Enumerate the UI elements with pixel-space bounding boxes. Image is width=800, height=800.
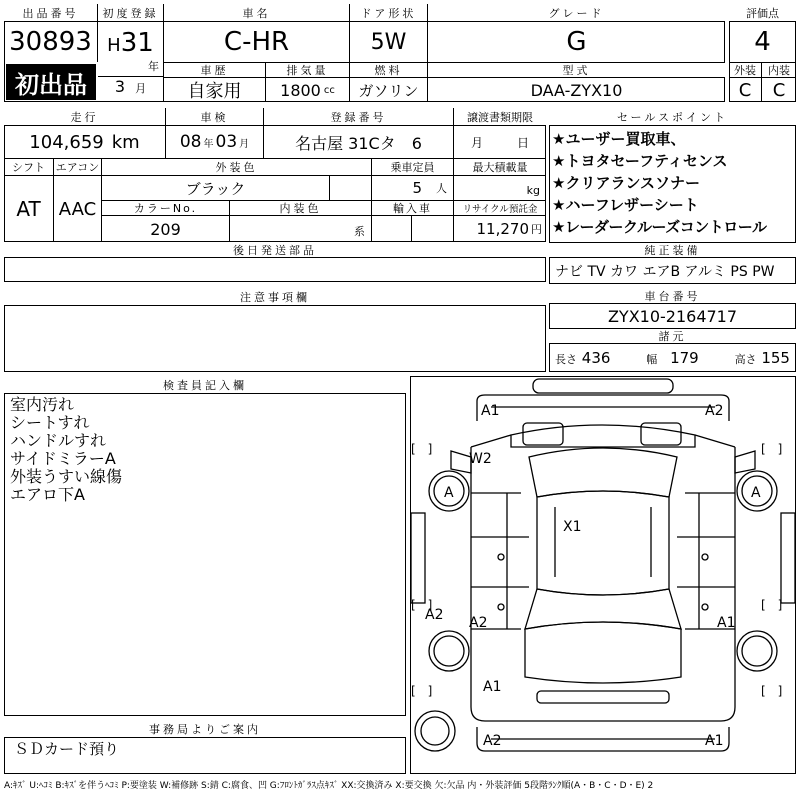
car-name: C-HR — [164, 22, 350, 62]
plate-label: 登録番号 — [264, 108, 454, 126]
displacement-value: 1800 — [280, 80, 321, 100]
remark-line: 室内汚れ — [10, 395, 75, 414]
inspection — [166, 126, 264, 158]
office-label: 事務局よりご案内 — [4, 720, 406, 738]
first-listing-badge-text: 初出品 — [15, 70, 87, 99]
month-unit: 月 — [135, 81, 147, 95]
damage-mark: W2 — [469, 451, 492, 467]
transfer-deadline — [454, 126, 546, 158]
remark-line: ハンドルすれ — [10, 431, 107, 450]
capacity-unit: 人 — [436, 182, 447, 195]
inspection-label: 車検 — [166, 108, 264, 126]
remark-line: エアロ下A — [10, 485, 85, 504]
displacement — [266, 78, 350, 102]
later-parts-label: 後日発送部品 — [4, 242, 546, 258]
dims — [549, 344, 796, 372]
sales-points-list — [552, 128, 796, 238]
max-load-unit: kg — [526, 184, 540, 197]
interior-label: 内装 — [762, 62, 796, 78]
inspection-month: 03 — [215, 132, 238, 152]
exterior-color: ブラック — [102, 176, 330, 200]
first-registration-label: 初度登録 — [98, 4, 164, 22]
exterior-label: 外装 — [729, 62, 762, 78]
chassis-label: 車台番号 — [549, 288, 796, 304]
diagram-bracket: [ ] — [411, 442, 433, 456]
damage-mark: A2 — [705, 403, 724, 419]
inspection-year: 08 — [179, 132, 202, 152]
color-number: 209 — [102, 216, 230, 242]
first-listing-badge — [6, 64, 96, 100]
damage-mark: A — [444, 485, 454, 501]
height: 155 — [761, 349, 790, 367]
remark-line: シートすれ — [10, 413, 90, 432]
dims-label: 諸元 — [549, 328, 796, 344]
inspection-year-unit: 年 — [203, 138, 214, 150]
remark-line: サイドミラーA — [10, 449, 116, 468]
interior-grade: C — [772, 79, 786, 101]
damage-mark: A2 — [483, 733, 502, 749]
exterior-color-label: 外装色 — [102, 158, 372, 176]
recycle-label: リサイクル預託金 — [454, 200, 546, 216]
mileage-unit: km — [111, 131, 140, 153]
first-registration — [98, 22, 164, 102]
grade: G — [566, 27, 587, 57]
shift-label: シフト — [4, 158, 54, 176]
equipment-label: 純正装備 — [549, 242, 796, 258]
car-diagram-svg — [411, 377, 795, 773]
history-label: 車歴 — [164, 62, 266, 78]
recycle-value: 11,270 — [476, 220, 529, 238]
sales-point: ★クリアランスソナー — [552, 174, 700, 192]
chassis-number: ZYX10-2164717 — [607, 306, 738, 326]
plate: 名古屋 31Cタ 6 — [264, 126, 454, 158]
height-label: 高さ — [734, 353, 757, 366]
lot-number-label: 出品番号 — [4, 4, 98, 22]
notes-label: 注意事項欄 — [4, 288, 546, 306]
exterior-grade: C — [729, 78, 762, 102]
fuel-label: 燃料 — [350, 62, 428, 78]
mileage-label: 走行 — [4, 108, 166, 126]
aircon: AAC — [54, 176, 102, 242]
inspection-month-unit: 月 — [239, 138, 250, 150]
diagram-bracket: [ ] — [411, 684, 433, 698]
inspector-label: 検査員記入欄 — [4, 376, 406, 394]
import-cell-a — [372, 216, 412, 242]
lot-number: 30893 — [4, 22, 98, 62]
score: 4 — [754, 27, 771, 57]
sales-point: ★ユーザー買取車、 — [552, 130, 686, 148]
max-load-label: 最大積載量 — [454, 158, 546, 176]
equipment: ナビ TV カワ エアB アルミ PS PW — [555, 264, 775, 280]
damage-mark: A1 — [483, 679, 502, 695]
car-name-label: 車名 — [164, 4, 350, 22]
import-cell-b — [412, 216, 454, 242]
mileage-value: 104,659 — [29, 131, 104, 153]
grade-label: グレード — [428, 4, 725, 22]
damage-mark: X1 — [563, 519, 582, 535]
sales-point: ★レーダークルーズコントロール — [552, 218, 767, 236]
capacity — [372, 176, 454, 200]
recycle — [454, 216, 546, 242]
mileage — [4, 126, 166, 158]
score-label: 評価点 — [729, 4, 796, 22]
color-number-label: カラーNo. — [102, 200, 230, 216]
model-code: DAA-ZYX10 — [530, 80, 623, 100]
year-unit: 年 — [148, 59, 159, 73]
transfer-deadline-label: 譲渡書類期限 — [454, 108, 546, 126]
sales-point: ★ハーフレザーシート — [552, 196, 699, 214]
sales-point: ★トヨタセーフティセンス — [552, 152, 728, 170]
damage-mark: A1 — [717, 615, 736, 631]
diagram-bracket: [ ] — [761, 684, 783, 698]
era: H — [107, 34, 121, 56]
car-diagram — [410, 376, 796, 774]
exterior-color-extra — [330, 176, 372, 200]
length: 436 — [581, 349, 611, 367]
reg-year: 31 — [120, 27, 154, 58]
shift: AT — [4, 176, 54, 242]
legend: A:ｷｽﾞ U:ﾍｺﾐ B:ｷｽﾞを伴うﾍｺﾐ P:要塗装 W:補修跡 S:錆 C:腐食、凹 G:ﾌﾛﾝﾄｶﾞﾗｽ点ｷｽﾞ XX:交換済み X:要交換 欠:欠品 内・外装評価 5段階ﾗﾝｸ順(A・B・C・D・E) 2 — [4, 781, 654, 791]
damage-mark: A — [751, 485, 761, 501]
model-label: 型式 — [428, 62, 725, 78]
remark-line: 外装うすい線傷 — [10, 467, 123, 486]
interior-color-unit: 系 — [230, 216, 372, 242]
damage-mark: A2 — [469, 615, 488, 631]
aircon-label: エアコン — [54, 158, 102, 176]
office-text: ＳＤカード預り — [14, 739, 120, 758]
transfer-day-unit: 日 — [516, 135, 529, 150]
recycle-unit: 円 — [531, 223, 542, 236]
diagram-bracket: [ ] — [411, 598, 433, 612]
sales-points-label: セールスポイント — [549, 108, 796, 126]
door-type: 5W — [350, 22, 428, 62]
reg-month: 3 — [114, 76, 126, 96]
transfer-month-unit: 月 — [470, 135, 483, 150]
import-label: 輸入車 — [372, 200, 454, 216]
length-label: 長さ — [555, 353, 577, 366]
diagram-bracket: [ ] — [761, 598, 783, 612]
capacity-value: 5 — [412, 179, 422, 197]
width-label: 幅 — [646, 353, 658, 366]
history: 自家用 — [164, 78, 266, 102]
damage-mark: A2 — [425, 607, 444, 623]
damage-mark: A1 — [481, 403, 500, 419]
capacity-label: 乗車定員 — [372, 158, 454, 176]
inspector-remarks — [10, 396, 122, 504]
door-label: ドア形状 — [350, 4, 428, 22]
fuel: ガソリン — [350, 78, 428, 102]
damage-mark: A1 — [705, 733, 724, 749]
displacement-label: 排気量 — [266, 62, 350, 78]
interior-color-label: 内装色 — [230, 200, 372, 216]
width: 179 — [670, 349, 699, 367]
displacement-unit: cc — [323, 84, 335, 96]
diagram-bracket: [ ] — [761, 442, 783, 456]
